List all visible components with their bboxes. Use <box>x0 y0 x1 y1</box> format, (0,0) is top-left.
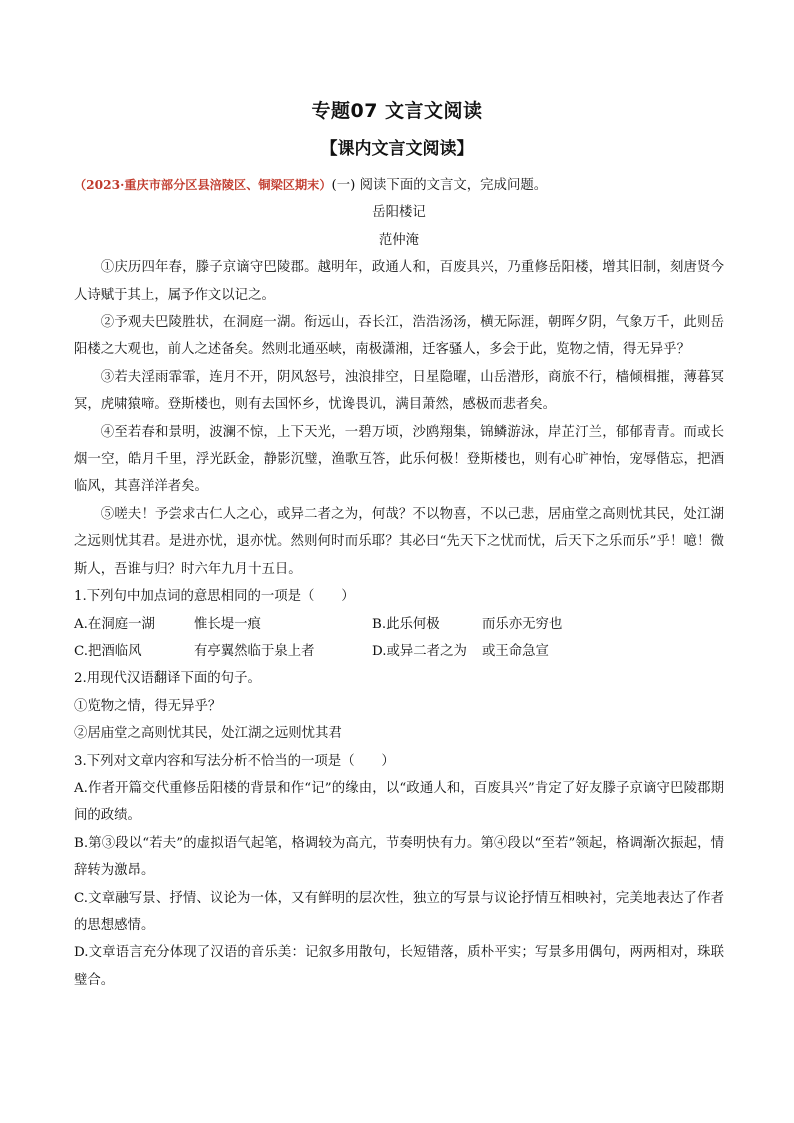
option-d-label: D.或异二者之为 <box>372 643 467 659</box>
document-body <box>74 172 724 994</box>
question-intro <box>74 172 724 199</box>
question-1-options-cd <box>74 638 724 665</box>
question-1-stem: 1.下列句中加点词的意思相同的一项是（ ） <box>74 589 355 605</box>
question-instruction: (一) 阅读下面的文言文，完成问题。 <box>331 178 548 193</box>
option-b-label: B.此乐何极 <box>372 616 440 632</box>
option-b-pair: 而乐亦无穷也 <box>482 616 563 632</box>
page-title: 专题07 文言文阅读 <box>311 100 483 122</box>
article-paragraph-1: ①庆历四年春，滕子京谪守巴陵郡。越明年，政通人和，百废具兴，乃重修岳阳楼，增其旧制，刻唐贤今人诗赋于其上，属予作文以记之。 <box>74 260 724 303</box>
option-c-pair: 有亭翼然临于泉上者 <box>194 643 315 659</box>
question-3-option-a: A.作者开篇交代重修岳阳楼的背景和作“记”的缘由，以“政通人和，百废具兴”肯定了好友滕子京谪守巴陵郡期间的政绩。 <box>74 780 724 824</box>
question-3-option-c: C.文章融写景、抒情、议论为一体，又有鲜明的层次性，独立的写景与议论抒情互相映衬，完美地表达了作者的思想感情。 <box>74 890 724 933</box>
question-2-sentence-2: ②居庙堂之高则忧其民，处江湖之远则忧其君 <box>74 726 342 742</box>
question-3-option-b: B.第③段以“若夫”的虚拟语气起笔，格调较为高亢，节奏明快有力。第④段以“至若”领起，格调渐次振起，情辞转为激昂。 <box>74 835 724 879</box>
option-a-pair: 惟长堤一痕 <box>194 616 261 632</box>
question-3-option-d: D.文章语言充分体现了汉语的音乐美：记叙多用散句，长短错落，质朴平实；写景多用偶句，两两相对，珠联璧合。 <box>74 945 724 988</box>
question-2-stem: 2.用现代汉语翻译下面的句子。 <box>74 671 261 687</box>
article-paragraph-5: ⑤嗟夫！予尝求古仁人之心，或异二者之为，何哉？不以物喜，不以己悲，居庙堂之高则忧其民，处江湖之远则忧其君。是进亦忧，退亦忧。然则何时而乐耶？其必曰“先天下之忧而忧，后天下之乐而乐”乎！噫！微斯人，吾谁与归？时六年九月十五日。 <box>74 506 724 577</box>
section-heading: 【课内文言文阅读】 <box>320 139 474 159</box>
article-paragraph-2: ②予观夫巴陵胜状，在洞庭一湖。衔远山，吞长江，浩浩汤汤，横无际涯，朝晖夕阴，气象万千，此则岳阳楼之大观也，前人之述备矣。然则北通巫峡，南极潇湘，迁客骚人，多会于此，览物之情，得无异乎？ <box>74 315 724 358</box>
article-author: 范仲淹 <box>378 232 420 248</box>
option-d-pair: 或王命急宣 <box>482 643 549 659</box>
article-paragraph-3: ③若夫淫雨霏霏，连月不开，阴风怒号，浊浪排空，日星隐曜，山岳潜形，商旅不行，樯倾楫摧，薄暮冥冥，虎啸猿啼。登斯楼也，则有去国怀乡，忧谗畏讥，满目萧然，感极而悲者矣。 <box>74 369 724 413</box>
question-2-sentence-1: ①览物之情，得无异乎？ <box>74 698 222 714</box>
question-source: （2023·重庆市部分区县涪陵区、铜梁区期末） <box>74 178 332 192</box>
option-c-label: C.把酒临风 <box>74 643 142 659</box>
article-paragraph-4: ④至若春和景明，波澜不惊，上下天光，一碧万顷，沙鸥翔集，锦鳞游泳，岸芷汀兰，郁郁青青。而或长烟一空，皓月千里，浮光跃金，静影沉璧，渔歌互答，此乐何极！登斯楼也，则有心旷神怡，宠辱偕忘，把酒临风，其喜洋洋者矣。 <box>74 424 724 495</box>
option-a-label: A.在洞庭一湖 <box>74 616 155 632</box>
article-title: 岳阳楼记 <box>372 205 426 221</box>
question-1-options-ab <box>74 611 724 638</box>
question-3-stem: 3.下列对文章内容和写法分析不恰当的一项是（ ） <box>74 753 395 769</box>
